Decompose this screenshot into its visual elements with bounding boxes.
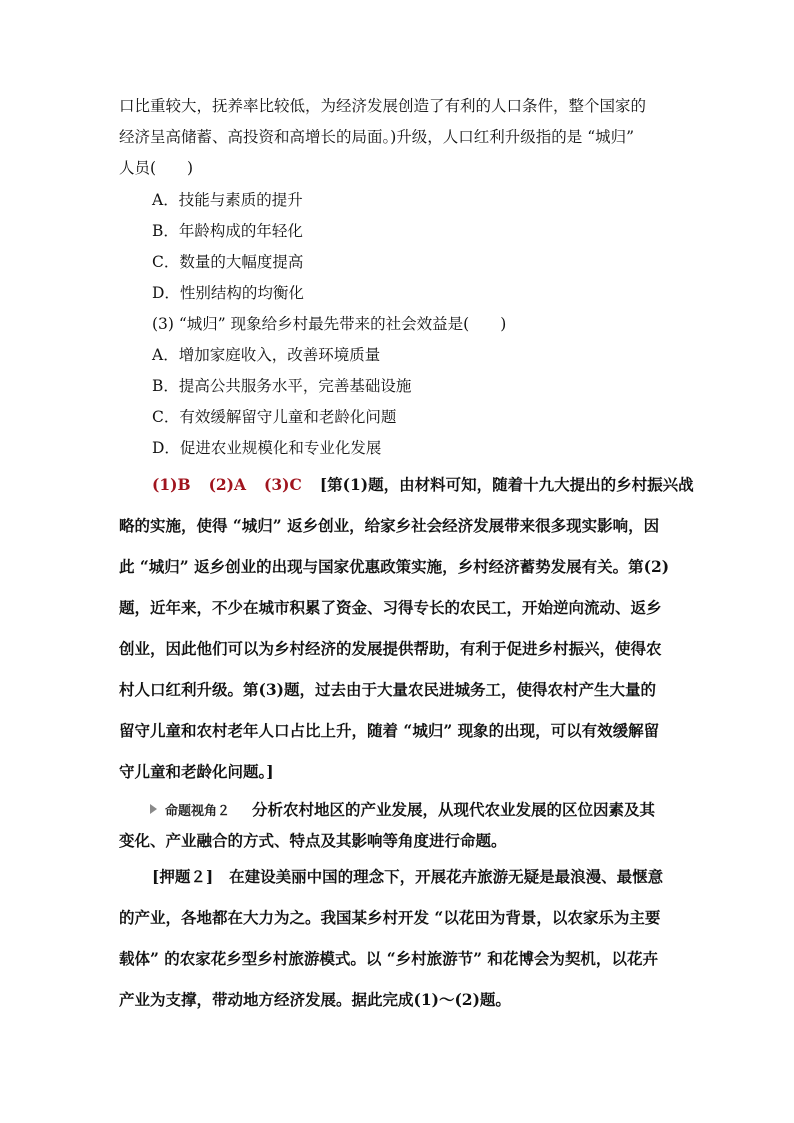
q3-option-a: A．增加家庭收入，改善环境质量 [152, 346, 381, 364]
explanation-line-8: 守儿童和老龄化问题。] [119, 762, 274, 781]
push-label: [押题２] [152, 867, 214, 886]
perspective-text-1: 分析农村地区的产业发展，从现代农业发展的区位因素及其 [252, 800, 656, 819]
intro-line-2: 经济呈高储蓄、高投资和高增长的局面。)升级，人口红利升级指的是 “城归” [119, 128, 635, 146]
intro-line-3: 人员( ) [119, 159, 194, 177]
option-d: D．性别结构的均衡化 [152, 284, 304, 302]
explanation-line-7: 留守儿童和农村老年人口占比上升，随着 “城归” 现象的出现，可以有效缓解留 [119, 721, 660, 740]
push-line-4: 产业为支撑，带动地方经济发展。据此完成(1)～(2)题。 [119, 990, 511, 1009]
push-line-3: 载体” 的农家花乡型乡村旅游模式。以 “乡村旅游节” 和花博会为契机，以花卉 [119, 949, 658, 968]
option-c: C．数量的大幅度提高 [152, 253, 304, 271]
q3-option-c: C．有效缓解留守儿童和老龄化问题 [152, 408, 397, 426]
question-3-stem: (3) “城归” 现象给乡村最先带来的社会效益是( ) [152, 315, 507, 333]
explanation-line-5: 创业，因此他们可以为乡村经济的发展提供帮助，有利于促进乡村振兴，使得农 [119, 639, 662, 658]
explanation-line-3: 此 “城归” 返乡创业的出现与国家优惠政策实施，乡村经济蓄势发展有关。第(2) [119, 557, 670, 576]
option-a: A．技能与素质的提升 [152, 191, 303, 209]
answer-3: (3)C [264, 475, 302, 494]
intro-line-1: 口比重较大，抚养率比较低，为经济发展创造了有利的人口条件，整个国家的 [119, 97, 647, 115]
q3-option-d: D．促进农业规模化和专业化发展 [152, 439, 382, 457]
push-text-1: 在建设美丽中国的理念下，开展花卉旅游无疑是最浪漫、最惬意 [229, 867, 664, 886]
perspective-line-2: 变化、产业融合的方式、特点及其影响等角度进行命题。 [119, 831, 507, 850]
push-line-2: 的产业，各地都在大力为之。我国某乡村开发 “以花田为背景，以农家乐为主要 [119, 908, 661, 927]
answer-line-1 [152, 474, 694, 496]
triangle-marker-icon [150, 804, 157, 814]
push-line-1 [152, 866, 663, 888]
explanation-line-2: 略的实施，使得 “城归” 返乡创业，给家乡社会经济发展带来很多现实影响，因 [119, 516, 660, 535]
explanation-line-4: 题，近年来，不少在城市积累了资金、习得专长的农民工，开始逆向流动、返乡 [119, 598, 662, 617]
perspective-tag: 命题视角２ [165, 804, 231, 819]
explanation-line-1: [第(1)题，由材料可知，随着十九大提出的乡村振兴战 [319, 475, 694, 494]
answer-2: (2)A [208, 475, 247, 494]
perspective-line-1 [150, 799, 655, 823]
explanation-line-6: 村人口红利升级。第(3)题，过去由于大量农民进城务工，使得农村产生大量的 [119, 680, 656, 699]
option-b: B．年龄构成的年轻化 [152, 222, 303, 240]
q3-option-b: B．提高公共服务水平，完善基础设施 [152, 377, 412, 395]
answer-1: (1)B [152, 475, 191, 494]
